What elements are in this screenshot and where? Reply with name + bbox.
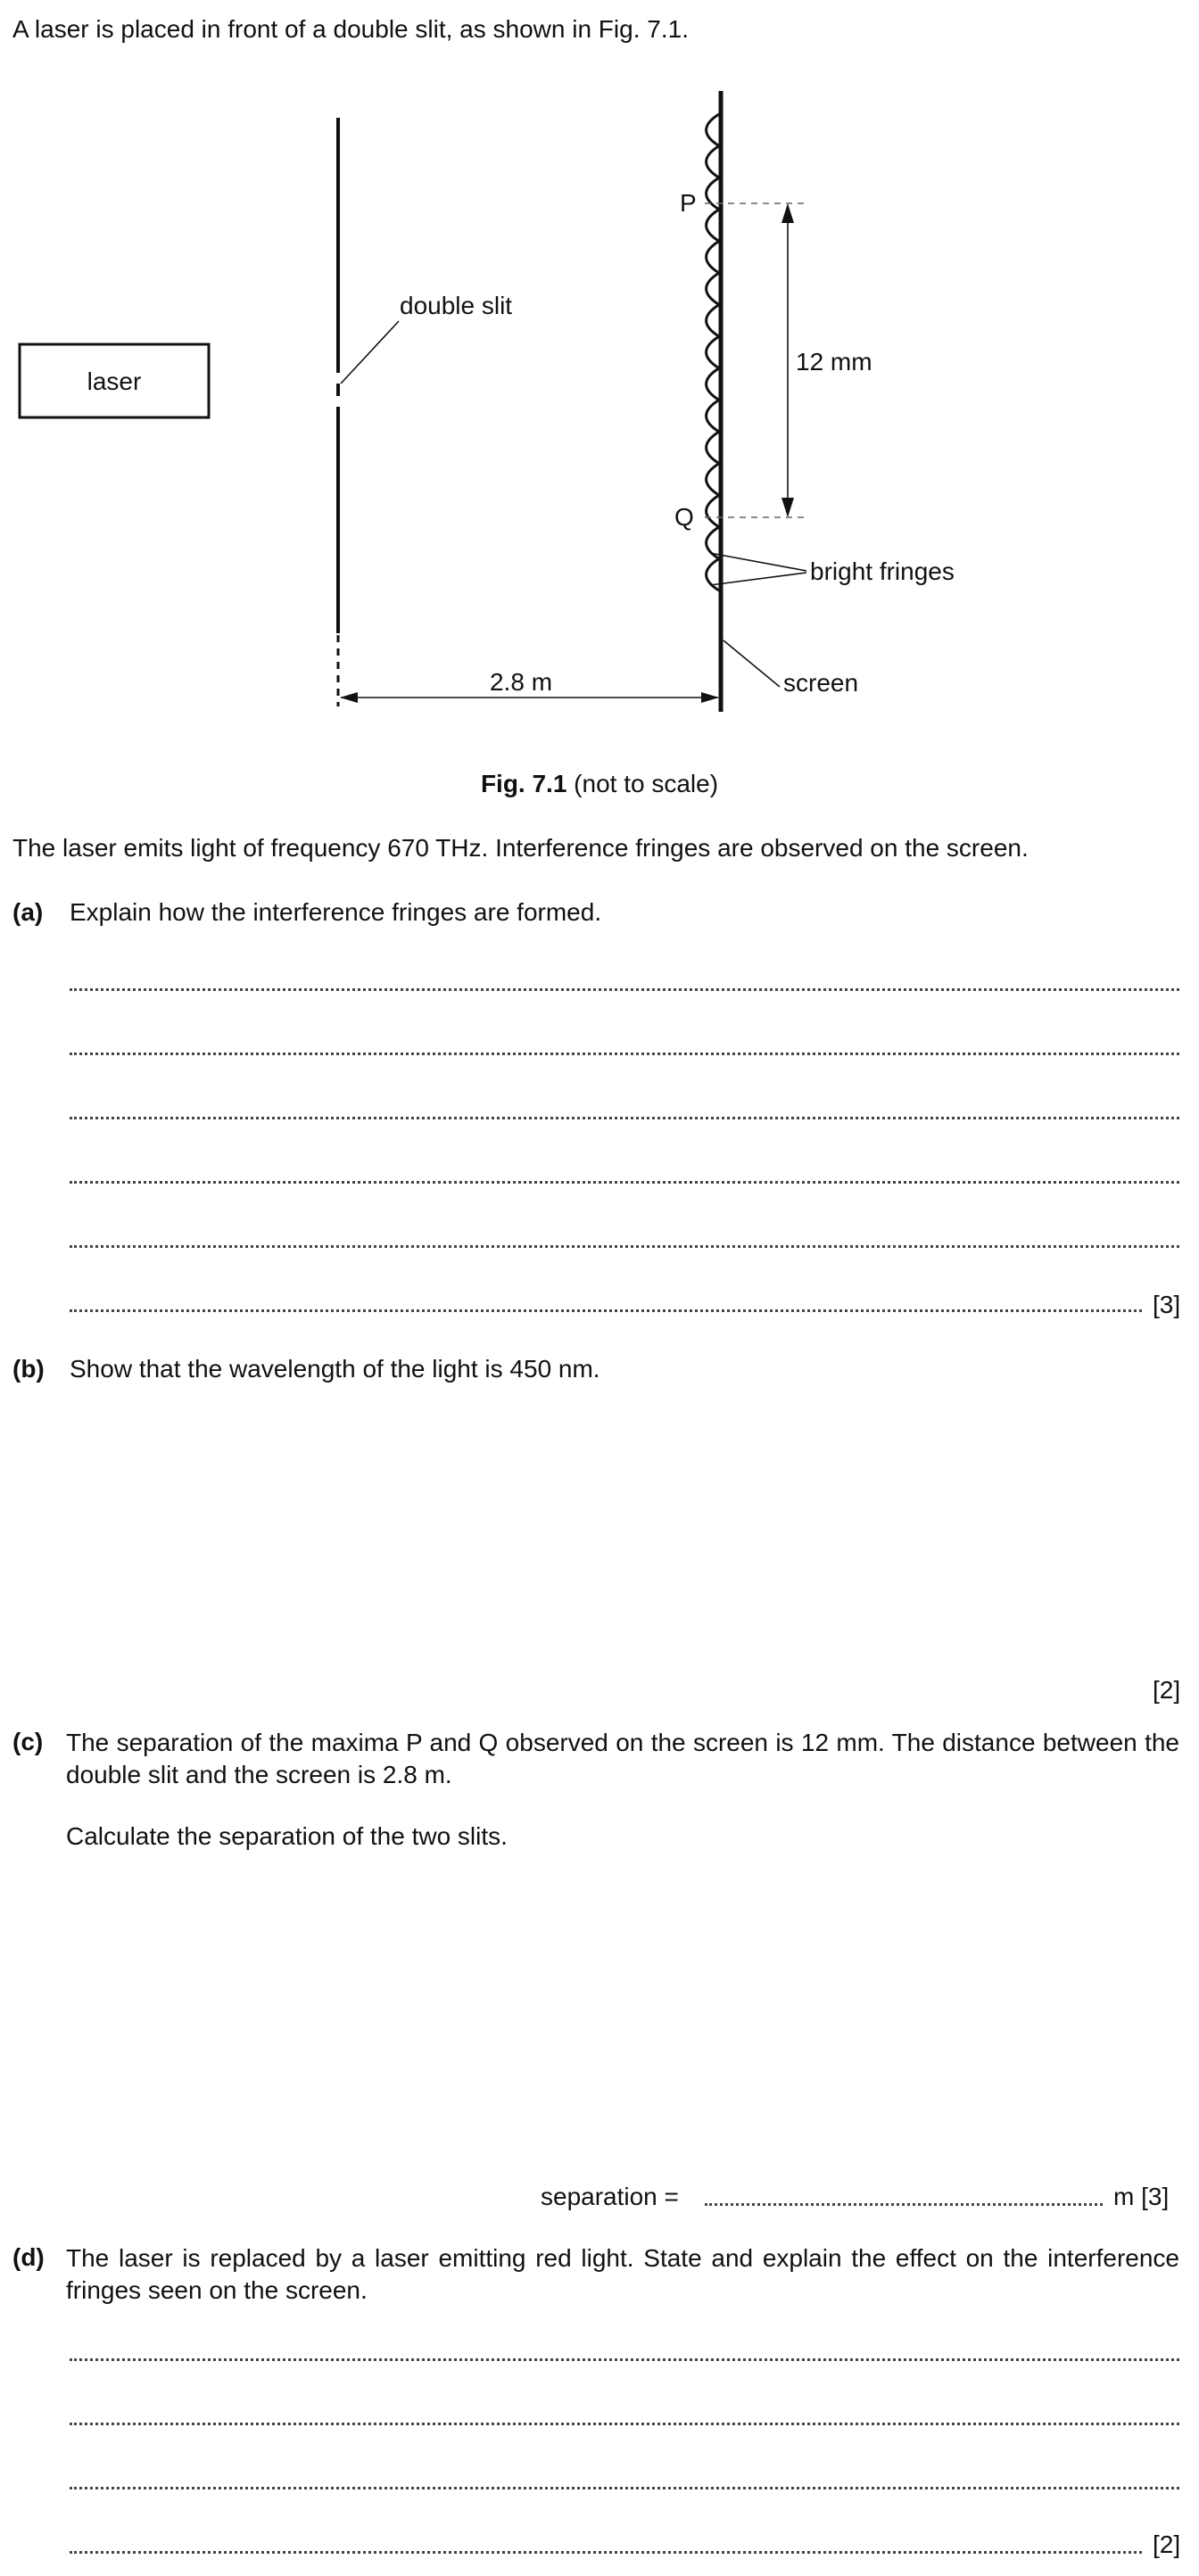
bright-fringes-leader-1 [710, 553, 806, 571]
marks-a: [3] [1153, 1291, 1181, 1318]
question-d-text: The laser is replaced by a laser emitting red light. State and explain the effect on the interference fringes seen on the screen. [66, 2244, 1179, 2304]
question-c-label: (c) [12, 1728, 44, 1755]
caption-bold: Fig. 7.1 [480, 770, 567, 797]
separation-arrowhead-up [781, 203, 794, 223]
answer-label-c: separation = [541, 2183, 679, 2210]
answer-line-a3[interactable] [70, 1117, 1179, 1119]
answer-line-d2[interactable] [70, 2423, 1179, 2425]
laser-label: laser [87, 367, 142, 395]
question-b-label: (b) [12, 1355, 45, 1383]
figure-caption [481, 770, 718, 797]
answer-line-d1[interactable] [70, 2358, 1179, 2361]
answer-field-c[interactable] [705, 2203, 1103, 2206]
question-c-text: The separation of the maxima P and Q observed on the screen is 12 mm. The distance between the double slit and the screen is 2.8 m. [66, 1729, 1179, 1788]
screen-leader [724, 640, 780, 687]
statement-text: The laser emits light of frequency 670 THz. Interference fringes are observed on the screen. [12, 834, 1029, 862]
bright-fringes-leader-2 [710, 573, 806, 585]
answer-line-d4[interactable] [70, 2551, 1142, 2554]
q-label: Q [674, 503, 694, 531]
question-a-label: (a) [12, 898, 44, 926]
question-b-text: Show that the wavelength of the light is 450 nm. [70, 1355, 600, 1383]
answer-line-d3[interactable] [70, 2487, 1179, 2489]
question-c-instruction: Calculate the separation of the two slits. [66, 1822, 508, 1850]
answer-line-a4[interactable] [70, 1181, 1179, 1184]
question-a-text: Explain how the interference fringes are formed. [70, 898, 602, 926]
answer-line-a6[interactable] [70, 1309, 1142, 1312]
intro-text: A laser is placed in front of a double slit, as shown in Fig. 7.1. [12, 15, 689, 43]
answer-line-a5[interactable] [70, 1245, 1179, 1248]
answer-line-a2[interactable] [70, 1053, 1179, 1055]
separation-label: 12 mm [796, 348, 872, 376]
double-slit-diagram [0, 71, 1199, 803]
separation-arrowhead-down [781, 498, 794, 517]
double-slit-label: double slit [400, 292, 513, 319]
screen-label: screen [783, 669, 859, 697]
answer-line-a1[interactable] [70, 988, 1179, 991]
question-d-label: (d) [12, 2243, 45, 2271]
distance-arrowhead-left [340, 692, 358, 703]
p-label: P [680, 189, 697, 217]
double-slit-leader [341, 321, 399, 384]
fringe-pattern [707, 114, 719, 590]
marks-d: [2] [1153, 2531, 1181, 2558]
distance-arrowhead-right [701, 692, 719, 703]
answer-unit-c: m [3] [1113, 2183, 1170, 2210]
distance-label: 2.8 m [489, 668, 553, 696]
marks-b: [2] [1153, 1676, 1181, 1704]
bright-fringes-label: bright fringes [810, 557, 955, 585]
caption-rest: (not to scale) [566, 770, 719, 797]
